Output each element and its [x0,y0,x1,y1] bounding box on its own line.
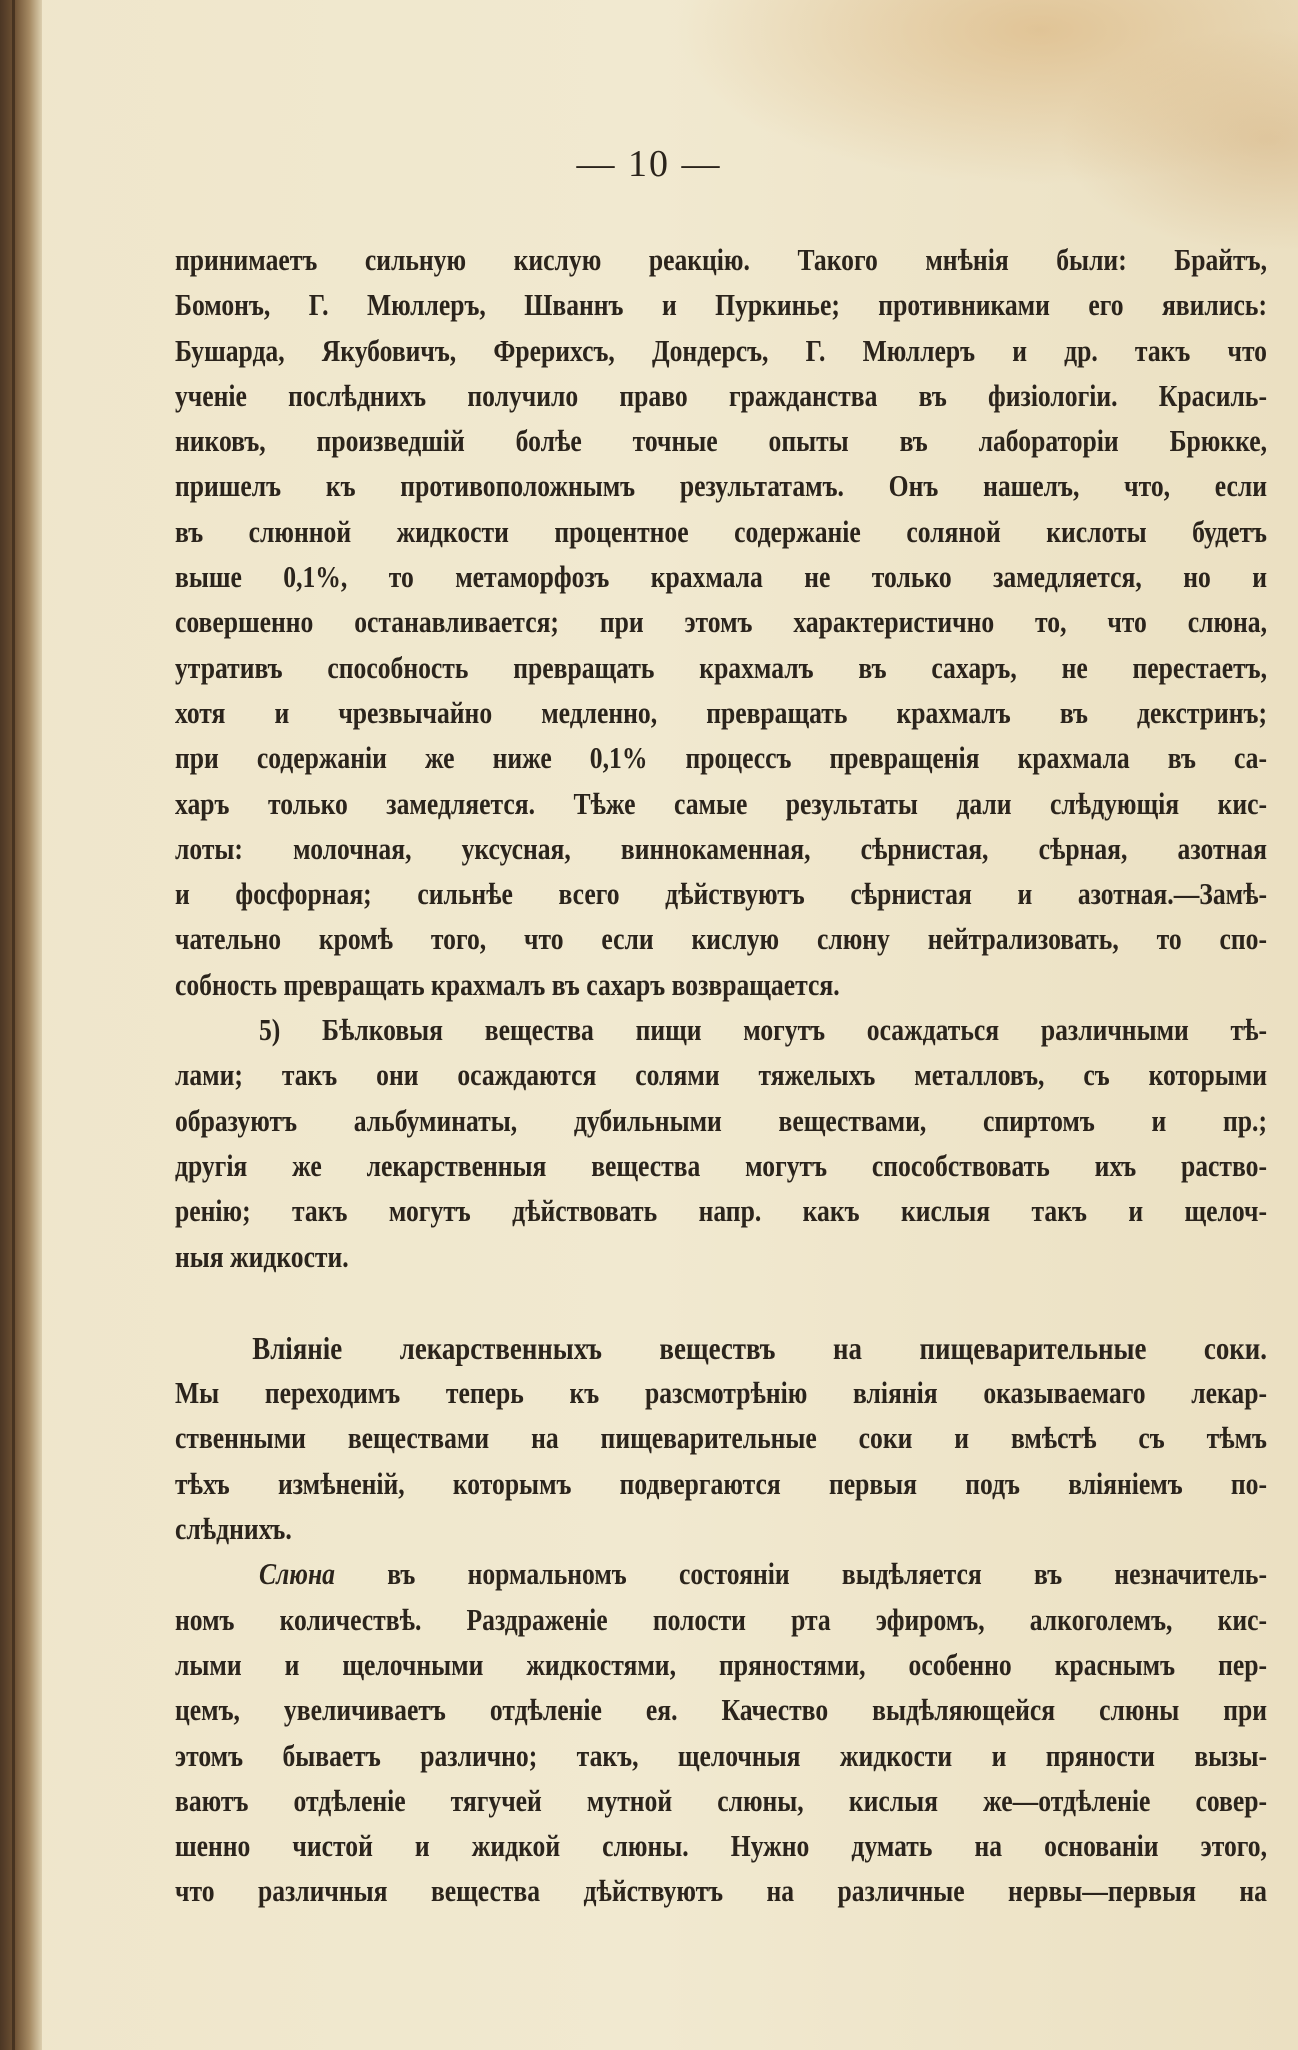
text-line: слѣднихъ. [175,1512,292,1547]
text-line: шенно чистой и жидкой слюны. Нужно думать на основаніи этого, [175,1829,1267,1864]
text-line: при содержаніи же ниже 0,1% процессъ превращенія крахмала въ са- [175,741,1267,776]
book-spine [0,0,42,2050]
text-line: другія же лекарственныя вещества могутъ способствовать ихъ раство- [175,1148,1267,1183]
page-number: — 10 — [576,143,722,185]
section [175,1326,1267,1552]
text-line: ныя жидкости. [175,1239,349,1274]
text-line: 5) Бѣлковыя вещества пищи могутъ осаждаться различными тѣ- [259,1013,1267,1048]
text-line: ственными веществами на пищеварительные соки и вмѣстѣ съ тѣмъ [175,1421,1267,1456]
text-line: этомъ бываетъ различно; такъ, щелочныя жидкости и пряности вызы- [175,1738,1267,1773]
text-line: номъ количествѣ. Раздраженіе полости рта эфиромъ, алкоголемъ, кис- [175,1602,1267,1637]
text-line: ренію; такъ могутъ дѣйствовать напр. какъ кислыя такъ и щелоч- [175,1194,1267,1229]
text-line: ваютъ отдѣленіе тягучей мутной слюны, кислыя же—отдѣленіе совер- [175,1783,1267,1818]
text-line: ученіе послѣднихъ получило право гражданства въ физіологіи. Красиль- [175,378,1267,413]
text-line: въ слюнной жидкости процентное содержаніе соляной кислоты будетъ [175,514,1267,549]
spine-edge [12,0,15,2050]
text-line: никовъ, произведшій болѣе точные опыты въ лабораторіи Брюкке, [175,424,1267,459]
text-line: тѣхъ измѣненій, которымъ подвергаются первыя подъ вліяніемъ по- [175,1466,1267,1501]
text-line: Бушарда, Якубовичъ, Фрерихсъ, Дондерсъ, Г. Мюллеръ и др. такъ что [175,333,1267,368]
paragraph-saliva [175,1552,1267,1914]
text-line [175,1552,1267,1597]
page-body [175,238,1267,1915]
text-line: лоты: молочная, уксусная, виннокаменная, сѣрнистая, сѣрная, азотная [175,831,1267,866]
text-line: совершенно останавливается; при этомъ характеристично то, что слюна, [175,605,1267,640]
text-line: выше 0,1%, то метаморфозъ крахмала не только замедляется, но и [175,560,1267,595]
text-line: образуютъ альбуминаты, дубильными веществами, спиртомъ и пр.; [175,1103,1267,1138]
paragraph-acid-reaction [175,238,1267,1008]
text-line: харъ только замедляется. Тѣже самые результаты дали слѣдующія кис- [175,786,1267,821]
text-line-rest: въ нормальномъ состояніи выдѣляется въ незначитель- [387,1557,1267,1592]
text-line: Мы переходимъ теперь къ разсмотрѣнію вліянія оказываемаго лекар- [175,1376,1267,1411]
text-line: лыми и щелочными жидкостями, пряностями, особенно краснымъ пер- [175,1647,1267,1682]
text-line: хотя и чрезвычайно медленно, превращать крахмалъ въ декстринъ; [175,695,1267,730]
text-line: утративъ способность превращать крахмалъ въ сахаръ, не перестаетъ, [175,650,1267,685]
text-line: Бомонъ, Г. Мюллеръ, Шваннъ и Пуркинье; противниками его явились: [175,288,1267,323]
text-line: что различныя вещества дѣйствуютъ на различные нервы—первыя на [175,1874,1267,1909]
text-line: цемъ, увеличиваетъ отдѣленіе ея. Качество выдѣляющейся слюны при [175,1693,1267,1728]
italic-term: Слюна [259,1557,335,1592]
text-line: собность превращать крахмалъ въ сахаръ возвращается. [175,967,840,1002]
text-line: лами; такъ они осаждаются солями тяжелыхъ металловъ, съ которыми [175,1058,1267,1093]
text-line: чательно кромѣ того, что если кислую слюну нейтрализовать, то спо- [175,922,1267,957]
text-line: пришелъ къ противоположнымъ результатамъ. Онъ нашелъ, что, если [175,469,1267,504]
section-heading: Вліяніе лекарственныхъ веществъ на пищеварительные соки. [252,1329,1267,1366]
text-line: и фосфорная; сильнѣе всего дѣйствуютъ сѣрнистая и азотная.—Замѣ- [175,877,1267,912]
section-gap [175,1280,1267,1326]
text-line: принимаетъ сильную кислую реакцію. Такого мнѣнія были: Брайтъ, [175,243,1267,277]
paragraph-protein-substances [175,1008,1267,1280]
